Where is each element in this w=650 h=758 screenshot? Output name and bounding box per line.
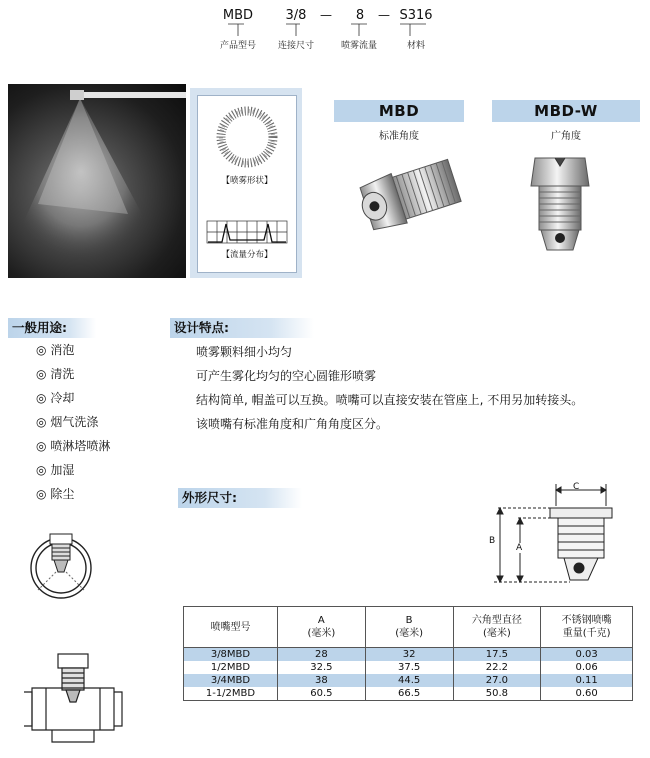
bullet-icon: ◎ (36, 367, 47, 381)
code-material-caption: 材料 (406, 41, 425, 51)
bullet-icon: ◎ (36, 463, 47, 477)
list-item (36, 459, 74, 481)
header-text: B (405, 615, 413, 626)
header-text: 不锈钢喷嘴 (561, 615, 612, 626)
header-text: 六角型直径 (471, 615, 522, 626)
dim-label-b: B (489, 536, 496, 546)
spray-info-card (197, 95, 297, 273)
dimension-drawing (484, 478, 624, 590)
cell-a: 28 (277, 648, 365, 662)
cell-a: 60.5 (277, 687, 365, 701)
use-label: 清洗 (50, 367, 75, 381)
spray-cone-illustration (8, 84, 186, 278)
table-row (184, 674, 633, 687)
cell-weight: 0.60 (541, 687, 633, 701)
feature-line: 喷雾颗料细小均匀 (196, 345, 293, 359)
cell-weight: 0.11 (541, 674, 633, 687)
cell-model: 3/8MBD (184, 648, 278, 662)
use-label: 冷却 (50, 391, 75, 405)
spray-photo (8, 84, 186, 278)
bullet-icon: ◎ (36, 487, 47, 501)
code-dash: — (378, 8, 390, 22)
spray-shape-label: 【喷雾形状】 (221, 176, 273, 186)
table-header-row (184, 607, 633, 648)
feature-line: 可产生雾化均匀的空心圆锥形喷雾 (196, 369, 377, 383)
mbd-nozzle-image (354, 150, 474, 260)
use-label: 消泡 (50, 343, 75, 357)
use-label: 喷淋塔喷淋 (50, 439, 111, 453)
model-mbd-title: MBD (334, 100, 464, 122)
header-unit: (毫米) (482, 628, 511, 639)
cell-model: 1/2MBD (184, 661, 278, 674)
cell-b: 32 (365, 648, 453, 662)
dimensions-title: 外形尺寸: (178, 488, 302, 508)
code-material: S316 (399, 8, 433, 23)
use-label: 烟气洗涤 (50, 415, 99, 429)
tee-installation-sketch (22, 648, 126, 748)
list-item (36, 339, 74, 361)
code-size-caption: 连接尺寸 (277, 41, 314, 51)
code-flow-caption: 喷雾流量 (340, 41, 377, 51)
code-model: MBD (222, 8, 254, 23)
bullet-icon: ◎ (36, 391, 47, 405)
dim-label-c: C (573, 482, 580, 492)
flow-distribution-label: 【流量分布】 (221, 250, 273, 260)
spray-ring-icon (212, 102, 282, 172)
use-label: 除尘 (50, 487, 75, 501)
col-header-weight (541, 607, 633, 648)
header-unit: (毫米) (307, 628, 336, 639)
uses-title: 一般用途: (8, 318, 96, 338)
cell-b: 37.5 (365, 661, 453, 674)
spec-table (183, 606, 633, 701)
bullet-icon: ◎ (36, 439, 47, 453)
header-unit: (毫米) (395, 628, 424, 639)
list-item (36, 435, 110, 457)
code-flow: 8 (355, 8, 365, 23)
cell-weight: 0.03 (541, 648, 633, 662)
features-title: 设计特点: (170, 318, 314, 338)
col-header-model (184, 607, 278, 648)
table-row (184, 661, 633, 674)
cell-b: 44.5 (365, 674, 453, 687)
table-row (184, 648, 633, 662)
model-mbdw-title: MBD-W (492, 100, 640, 122)
list-item (36, 387, 74, 409)
cell-hex: 22.2 (453, 661, 541, 674)
col-header-a (277, 607, 365, 648)
col-header-b (365, 607, 453, 648)
cell-model: 1-1/2MBD (184, 687, 278, 701)
pipe-installation-sketch (16, 520, 106, 600)
header-unit: 重量(千克) (562, 628, 611, 639)
cell-b: 66.5 (365, 687, 453, 701)
header-text: 喷嘴型号 (210, 621, 251, 633)
dim-label-a: A (516, 543, 523, 553)
use-label: 加湿 (50, 463, 75, 477)
cell-hex: 27.0 (453, 674, 541, 687)
cell-a: 38 (277, 674, 365, 687)
cell-a: 32.5 (277, 661, 365, 674)
code-model-caption: 产品型号 (219, 41, 256, 51)
list-item (36, 363, 74, 385)
flow-distribution-icon (206, 220, 288, 244)
model-mbdw-caption: 广角度 (551, 131, 581, 142)
col-header-hex (453, 607, 541, 648)
cell-weight: 0.06 (541, 661, 633, 674)
mbdw-nozzle-image (525, 150, 595, 262)
code-size: 3/8 (285, 8, 307, 23)
code-dash: — (320, 8, 332, 22)
bullet-icon: ◎ (36, 415, 47, 429)
header-text: A (317, 615, 325, 626)
feature-line: 该喷嘴有标准角度和广角角度区分。 (196, 417, 389, 431)
feature-line: 结构简单, 帽盖可以互换。喷嘴可以直接安装在管座上, 不用另加转接头。 (196, 393, 584, 407)
bullet-icon: ◎ (36, 343, 47, 357)
cell-hex: 50.8 (453, 687, 541, 701)
list-item (36, 411, 98, 433)
cell-model: 3/4MBD (184, 674, 278, 687)
list-item (36, 483, 74, 505)
table-row (184, 687, 633, 701)
model-mbd-caption: 标准角度 (379, 131, 419, 142)
cell-hex: 17.5 (453, 648, 541, 662)
